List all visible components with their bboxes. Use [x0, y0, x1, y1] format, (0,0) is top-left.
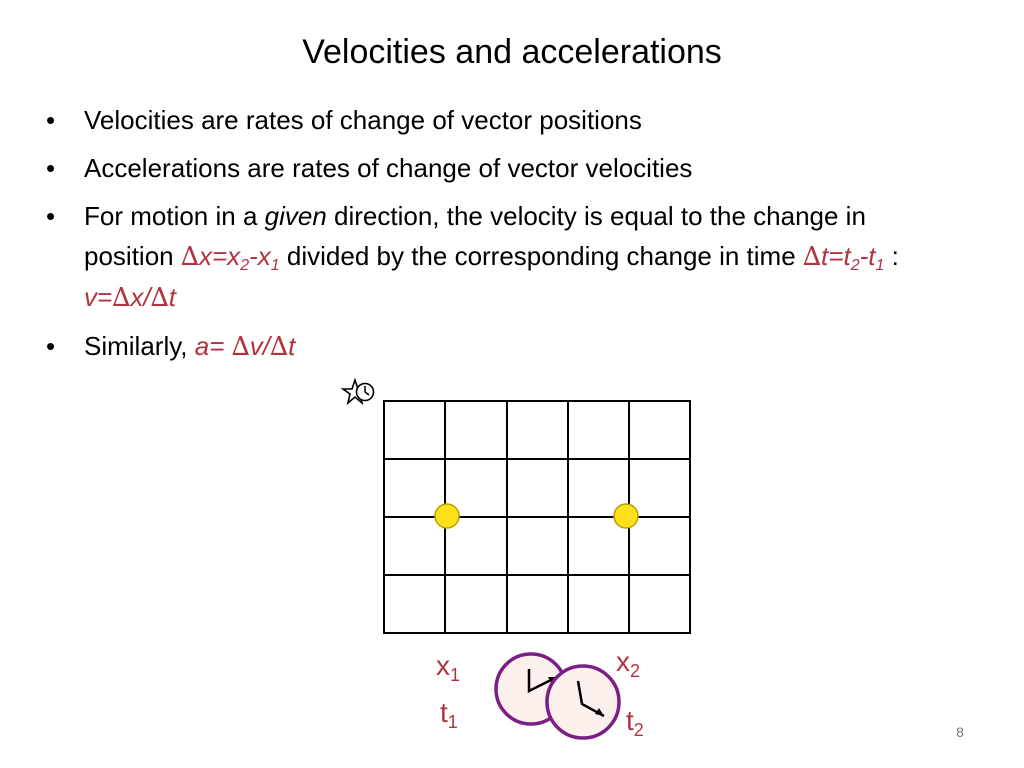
bullet-marker: • [46, 331, 56, 361]
subscript: 2 [630, 661, 641, 681]
delta-symbol: ∆ [231, 332, 250, 362]
formula-part: a= [194, 331, 232, 361]
formula-part: x=x [199, 241, 241, 271]
delta-symbol: ∆ [270, 332, 289, 362]
bullet-text: Similarly, [84, 331, 195, 361]
formula-part: t=t [821, 241, 851, 271]
bullet-text: Accelerations are rates of change of vector velocities [84, 153, 693, 183]
label-letter: t [440, 697, 448, 728]
subscript: 1 [270, 257, 280, 274]
label-t2 [626, 705, 644, 740]
bullet-text: For motion in a [84, 201, 265, 231]
subscript: 1 [875, 257, 885, 274]
position-grid [384, 401, 690, 633]
bullet-marker: • [46, 201, 56, 231]
subscript: 1 [450, 665, 461, 685]
label-letter: x [436, 650, 450, 681]
formula-part: v= [84, 282, 113, 312]
emphasis-given: given [264, 201, 327, 231]
formula-part: x/ [130, 282, 151, 312]
subscript: 2 [240, 257, 250, 274]
star-clock-icon[interactable] [343, 380, 374, 403]
delta-symbol: ∆ [150, 283, 169, 313]
formula-part: t [288, 331, 296, 361]
bullet-marker: • [46, 153, 56, 183]
delta-symbol: ∆ [112, 283, 131, 313]
label-letter: t [626, 705, 634, 736]
delta-symbol: ∆ [180, 242, 199, 272]
ball-position-1 [435, 504, 459, 528]
bullet-marker: • [46, 105, 56, 135]
bullet-text: direction, the velocity is equal to the change in position [84, 201, 866, 271]
label-x1 [436, 650, 461, 685]
label-letter: x [616, 646, 630, 677]
clock-t2-icon [547, 666, 619, 738]
formula-part: -t [859, 241, 876, 271]
ball-position-2 [614, 504, 638, 528]
formula-part: -x [249, 241, 271, 271]
bullet-text: Velocities are rates of change of vector positions [84, 105, 642, 135]
bullet-text: : [884, 241, 899, 271]
bullet-text: divided by the corresponding change in time [279, 241, 803, 271]
formula-part: t [168, 282, 176, 312]
slide-title: Velocities and accelerations [302, 33, 722, 71]
subscript: 1 [447, 712, 458, 732]
page-number: 8 [956, 724, 964, 740]
formula-part: v/ [249, 331, 271, 361]
label-x2 [616, 646, 641, 681]
delta-symbol: ∆ [802, 242, 822, 272]
label-t1 [440, 697, 458, 732]
subscript: 2 [850, 257, 860, 274]
subscript: 2 [633, 720, 644, 740]
